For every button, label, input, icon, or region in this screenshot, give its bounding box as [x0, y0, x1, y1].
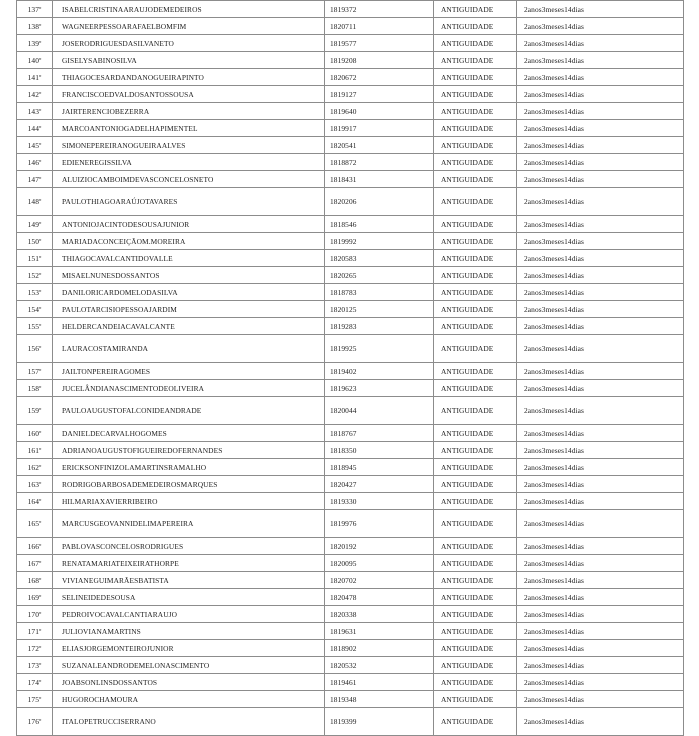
criterion-cell: ANTIGUIDADE [434, 476, 517, 493]
service-time-cell: 2anos3meses14dias [517, 459, 684, 476]
service-time-cell: 2anos3meses14dias [517, 1, 684, 18]
seniority-table-page [16, 0, 683, 736]
table-row [17, 1, 684, 18]
registration-cell: 1820583 [325, 250, 434, 267]
rank-cell: 141º [17, 69, 53, 86]
table-row [17, 267, 684, 284]
rank-cell: 159º [17, 397, 53, 425]
rank-cell: 149º [17, 216, 53, 233]
registration-cell: 1818350 [325, 442, 434, 459]
criterion-cell: ANTIGUIDADE [434, 250, 517, 267]
rank-cell: 137º [17, 1, 53, 18]
table-row [17, 674, 684, 691]
name-cell: RODRIGOBARBOSADEMEDEIROSMARQUES [53, 476, 325, 493]
name-cell: EDIENEREGISSILVA [53, 154, 325, 171]
registration-cell: 1820541 [325, 137, 434, 154]
registration-cell: 1819283 [325, 318, 434, 335]
rank-cell: 157º [17, 363, 53, 380]
table-row [17, 538, 684, 555]
registration-cell: 1820427 [325, 476, 434, 493]
criterion-cell: ANTIGUIDADE [434, 318, 517, 335]
name-cell: GISELYSABINOSILVA [53, 52, 325, 69]
criterion-cell: ANTIGUIDADE [434, 188, 517, 216]
registration-cell: 1819992 [325, 233, 434, 250]
registration-cell: 1820532 [325, 657, 434, 674]
service-time-cell: 2anos3meses14dias [517, 318, 684, 335]
name-cell: VIVIANEGUIMARÃESBATISTA [53, 572, 325, 589]
service-time-cell: 2anos3meses14dias [517, 476, 684, 493]
registration-cell: 1818872 [325, 154, 434, 171]
rank-cell: 164º [17, 493, 53, 510]
service-time-cell: 2anos3meses14dias [517, 69, 684, 86]
table-row [17, 589, 684, 606]
table-row [17, 691, 684, 708]
criterion-cell: ANTIGUIDADE [434, 589, 517, 606]
registration-cell: 1820095 [325, 555, 434, 572]
table-row [17, 301, 684, 318]
service-time-cell: 2anos3meses14dias [517, 250, 684, 267]
seniority-table [16, 0, 684, 736]
rank-cell: 145º [17, 137, 53, 154]
criterion-cell: ANTIGUIDADE [434, 103, 517, 120]
rank-cell: 142º [17, 86, 53, 103]
rank-cell: 176º [17, 708, 53, 736]
name-cell: JAIRTERENCIOBEZERRA [53, 103, 325, 120]
criterion-cell: ANTIGUIDADE [434, 171, 517, 188]
name-cell: THIAGOCESARDANDANOGUEIRAPINTO [53, 69, 325, 86]
service-time-cell: 2anos3meses14dias [517, 397, 684, 425]
criterion-cell: ANTIGUIDADE [434, 120, 517, 137]
service-time-cell: 2anos3meses14dias [517, 640, 684, 657]
rank-cell: 174º [17, 674, 53, 691]
rank-cell: 148º [17, 188, 53, 216]
name-cell: ELIASJORGEMONTEIROJUNIOR [53, 640, 325, 657]
name-cell: FRANCISCOEDVALDOSANTOSSOUSA [53, 86, 325, 103]
registration-cell: 1820125 [325, 301, 434, 318]
service-time-cell: 2anos3meses14dias [517, 171, 684, 188]
service-time-cell: 2anos3meses14dias [517, 216, 684, 233]
criterion-cell: ANTIGUIDADE [434, 137, 517, 154]
name-cell: JOSERODRIGUESDASILVANETO [53, 35, 325, 52]
name-cell: HELDERCANDEIACAVALCANTE [53, 318, 325, 335]
registration-cell: 1820711 [325, 18, 434, 35]
table-row [17, 284, 684, 301]
name-cell: PEDROIVOCAVALCANTIARAUJO [53, 606, 325, 623]
service-time-cell: 2anos3meses14dias [517, 86, 684, 103]
service-time-cell: 2anos3meses14dias [517, 493, 684, 510]
service-time-cell: 2anos3meses14dias [517, 538, 684, 555]
registration-cell: 1819208 [325, 52, 434, 69]
name-cell: MARCUSGEOVANNIDELIMAPEREIRA [53, 510, 325, 538]
name-cell: PABLOVASCONCELOSRODRIGUES [53, 538, 325, 555]
criterion-cell: ANTIGUIDADE [434, 459, 517, 476]
registration-cell: 1819631 [325, 623, 434, 640]
name-cell: SELINEIDEDESOUSA [53, 589, 325, 606]
registration-cell: 1819925 [325, 335, 434, 363]
name-cell: JULIOVIANAMARTINS [53, 623, 325, 640]
criterion-cell: ANTIGUIDADE [434, 493, 517, 510]
name-cell: PAULOTHIAGOARAÚJOTAVARES [53, 188, 325, 216]
name-cell: SUZANALEANDRODEMELONASCIMENTO [53, 657, 325, 674]
registration-cell: 1819623 [325, 380, 434, 397]
rank-cell: 170º [17, 606, 53, 623]
rank-cell: 143º [17, 103, 53, 120]
name-cell: SIMONEPEREIRANOGUEIRAALVES [53, 137, 325, 154]
service-time-cell: 2anos3meses14dias [517, 188, 684, 216]
name-cell: ANTONIOJACINTODESOUSAJUNIOR [53, 216, 325, 233]
table-row [17, 103, 684, 120]
registration-cell: 1820044 [325, 397, 434, 425]
criterion-cell: ANTIGUIDADE [434, 1, 517, 18]
table-row [17, 188, 684, 216]
registration-cell: 1819127 [325, 86, 434, 103]
criterion-cell: ANTIGUIDADE [434, 301, 517, 318]
criterion-cell: ANTIGUIDADE [434, 708, 517, 736]
registration-cell: 1818431 [325, 171, 434, 188]
registration-cell: 1819372 [325, 1, 434, 18]
rank-cell: 144º [17, 120, 53, 137]
rank-cell: 151º [17, 250, 53, 267]
name-cell: JUCELÂNDIANASCIMENTODEOLIVEIRA [53, 380, 325, 397]
criterion-cell: ANTIGUIDADE [434, 154, 517, 171]
table-row [17, 318, 684, 335]
table-row [17, 640, 684, 657]
table-row [17, 18, 684, 35]
table-row [17, 510, 684, 538]
table-row [17, 476, 684, 493]
name-cell: LAURACOSTAMIRANDA [53, 335, 325, 363]
criterion-cell: ANTIGUIDADE [434, 674, 517, 691]
registration-cell: 1819399 [325, 708, 434, 736]
name-cell: THIAGOCAVALCANTIDOVALLE [53, 250, 325, 267]
rank-cell: 139º [17, 35, 53, 52]
name-cell: ERICKSONFINIZOLAMARTINSRAMALHO [53, 459, 325, 476]
registration-cell: 1818783 [325, 284, 434, 301]
service-time-cell: 2anos3meses14dias [517, 425, 684, 442]
registration-cell: 1820478 [325, 589, 434, 606]
criterion-cell: ANTIGUIDADE [434, 86, 517, 103]
registration-cell: 1820206 [325, 188, 434, 216]
service-time-cell: 2anos3meses14dias [517, 335, 684, 363]
criterion-cell: ANTIGUIDADE [434, 640, 517, 657]
name-cell: ADRIANOAUGUSTOFIGUEIREDOFERNANDES [53, 442, 325, 459]
name-cell: DANILORICARDOMELODASILVA [53, 284, 325, 301]
service-time-cell: 2anos3meses14dias [517, 137, 684, 154]
rank-cell: 156º [17, 335, 53, 363]
rank-cell: 138º [17, 18, 53, 35]
table-row [17, 572, 684, 589]
service-time-cell: 2anos3meses14dias [517, 657, 684, 674]
service-time-cell: 2anos3meses14dias [517, 363, 684, 380]
table-row [17, 493, 684, 510]
service-time-cell: 2anos3meses14dias [517, 35, 684, 52]
table-row [17, 120, 684, 137]
table-row [17, 250, 684, 267]
registration-cell: 1819402 [325, 363, 434, 380]
service-time-cell: 2anos3meses14dias [517, 606, 684, 623]
rank-cell: 152º [17, 267, 53, 284]
registration-cell: 1818546 [325, 216, 434, 233]
criterion-cell: ANTIGUIDADE [434, 442, 517, 459]
service-time-cell: 2anos3meses14dias [517, 301, 684, 318]
service-time-cell: 2anos3meses14dias [517, 103, 684, 120]
rank-cell: 166º [17, 538, 53, 555]
table-row [17, 657, 684, 674]
table-body [17, 1, 684, 736]
rank-cell: 167º [17, 555, 53, 572]
service-time-cell: 2anos3meses14dias [517, 555, 684, 572]
name-cell: WAGNEERPESSOARAFAELBOMFIM [53, 18, 325, 35]
registration-cell: 1820265 [325, 267, 434, 284]
criterion-cell: ANTIGUIDADE [434, 216, 517, 233]
criterion-cell: ANTIGUIDADE [434, 691, 517, 708]
name-cell: HILMARIAXAVIERRIBEIRO [53, 493, 325, 510]
rank-cell: 158º [17, 380, 53, 397]
table-row [17, 442, 684, 459]
table-row [17, 154, 684, 171]
criterion-cell: ANTIGUIDADE [434, 52, 517, 69]
name-cell: HUGOROCHAMOURA [53, 691, 325, 708]
registration-cell: 1820192 [325, 538, 434, 555]
table-row [17, 137, 684, 154]
service-time-cell: 2anos3meses14dias [517, 52, 684, 69]
registration-cell: 1819348 [325, 691, 434, 708]
registration-cell: 1818902 [325, 640, 434, 657]
name-cell: DANIELDECARVALHOGOMES [53, 425, 325, 442]
table-row [17, 69, 684, 86]
registration-cell: 1819577 [325, 35, 434, 52]
criterion-cell: ANTIGUIDADE [434, 538, 517, 555]
name-cell: ITALOPETRUCCISERRANO [53, 708, 325, 736]
rank-cell: 153º [17, 284, 53, 301]
name-cell: MISAELNUNESDOSSANTOS [53, 267, 325, 284]
registration-cell: 1820702 [325, 572, 434, 589]
table-row [17, 606, 684, 623]
registration-cell: 1819330 [325, 493, 434, 510]
table-row [17, 233, 684, 250]
registration-cell: 1820338 [325, 606, 434, 623]
service-time-cell: 2anos3meses14dias [517, 120, 684, 137]
rank-cell: 175º [17, 691, 53, 708]
name-cell: ALUIZIOCAMBOIMDEVASCONCELOSNETO [53, 171, 325, 188]
rank-cell: 168º [17, 572, 53, 589]
rank-cell: 165º [17, 510, 53, 538]
table-row [17, 397, 684, 425]
registration-cell: 1819640 [325, 103, 434, 120]
service-time-cell: 2anos3meses14dias [517, 674, 684, 691]
criterion-cell: ANTIGUIDADE [434, 510, 517, 538]
rank-cell: 147º [17, 171, 53, 188]
table-row [17, 380, 684, 397]
service-time-cell: 2anos3meses14dias [517, 691, 684, 708]
criterion-cell: ANTIGUIDADE [434, 18, 517, 35]
criterion-cell: ANTIGUIDADE [434, 69, 517, 86]
name-cell: MARCOANTONIOGADELHAPIMENTEL [53, 120, 325, 137]
criterion-cell: ANTIGUIDADE [434, 397, 517, 425]
table-row [17, 459, 684, 476]
registration-cell: 1818767 [325, 425, 434, 442]
rank-cell: 171º [17, 623, 53, 640]
name-cell: RENATAMARIATEIXEIRATHORPE [53, 555, 325, 572]
service-time-cell: 2anos3meses14dias [517, 18, 684, 35]
name-cell: PAULOTARCISIOPESSOAJARDIM [53, 301, 325, 318]
registration-cell: 1819461 [325, 674, 434, 691]
criterion-cell: ANTIGUIDADE [434, 363, 517, 380]
service-time-cell: 2anos3meses14dias [517, 267, 684, 284]
rank-cell: 169º [17, 589, 53, 606]
rank-cell: 163º [17, 476, 53, 493]
criterion-cell: ANTIGUIDADE [434, 233, 517, 250]
criterion-cell: ANTIGUIDADE [434, 35, 517, 52]
registration-cell: 1820672 [325, 69, 434, 86]
rank-cell: 173º [17, 657, 53, 674]
rank-cell: 146º [17, 154, 53, 171]
rank-cell: 162º [17, 459, 53, 476]
service-time-cell: 2anos3meses14dias [517, 154, 684, 171]
name-cell: JOABSONLINSDOSSANTOS [53, 674, 325, 691]
criterion-cell: ANTIGUIDADE [434, 606, 517, 623]
table-row [17, 335, 684, 363]
rank-cell: 140º [17, 52, 53, 69]
rank-cell: 155º [17, 318, 53, 335]
service-time-cell: 2anos3meses14dias [517, 708, 684, 736]
table-row [17, 86, 684, 103]
table-row [17, 363, 684, 380]
table-row [17, 555, 684, 572]
criterion-cell: ANTIGUIDADE [434, 335, 517, 363]
service-time-cell: 2anos3meses14dias [517, 233, 684, 250]
name-cell: MARIADACONCEIÇÃOM.MOREIRA [53, 233, 325, 250]
rank-cell: 161º [17, 442, 53, 459]
service-time-cell: 2anos3meses14dias [517, 380, 684, 397]
table-row [17, 216, 684, 233]
rank-cell: 172º [17, 640, 53, 657]
table-row [17, 171, 684, 188]
criterion-cell: ANTIGUIDADE [434, 284, 517, 301]
registration-cell: 1819917 [325, 120, 434, 137]
table-row [17, 35, 684, 52]
table-row [17, 623, 684, 640]
rank-cell: 160º [17, 425, 53, 442]
service-time-cell: 2anos3meses14dias [517, 510, 684, 538]
name-cell: PAULOAUGUSTOFALCONIDEANDRADE [53, 397, 325, 425]
criterion-cell: ANTIGUIDADE [434, 572, 517, 589]
criterion-cell: ANTIGUIDADE [434, 657, 517, 674]
name-cell: JAILTONPEREIRAGOMES [53, 363, 325, 380]
service-time-cell: 2anos3meses14dias [517, 623, 684, 640]
service-time-cell: 2anos3meses14dias [517, 572, 684, 589]
table-row [17, 708, 684, 736]
criterion-cell: ANTIGUIDADE [434, 267, 517, 284]
criterion-cell: ANTIGUIDADE [434, 425, 517, 442]
table-row [17, 52, 684, 69]
criterion-cell: ANTIGUIDADE [434, 623, 517, 640]
table-row [17, 425, 684, 442]
rank-cell: 150º [17, 233, 53, 250]
service-time-cell: 2anos3meses14dias [517, 442, 684, 459]
rank-cell: 154º [17, 301, 53, 318]
registration-cell: 1819976 [325, 510, 434, 538]
service-time-cell: 2anos3meses14dias [517, 589, 684, 606]
criterion-cell: ANTIGUIDADE [434, 380, 517, 397]
name-cell: ISABELCRISTINAARAUJODEMEDEIROS [53, 1, 325, 18]
service-time-cell: 2anos3meses14dias [517, 284, 684, 301]
criterion-cell: ANTIGUIDADE [434, 555, 517, 572]
registration-cell: 1818945 [325, 459, 434, 476]
